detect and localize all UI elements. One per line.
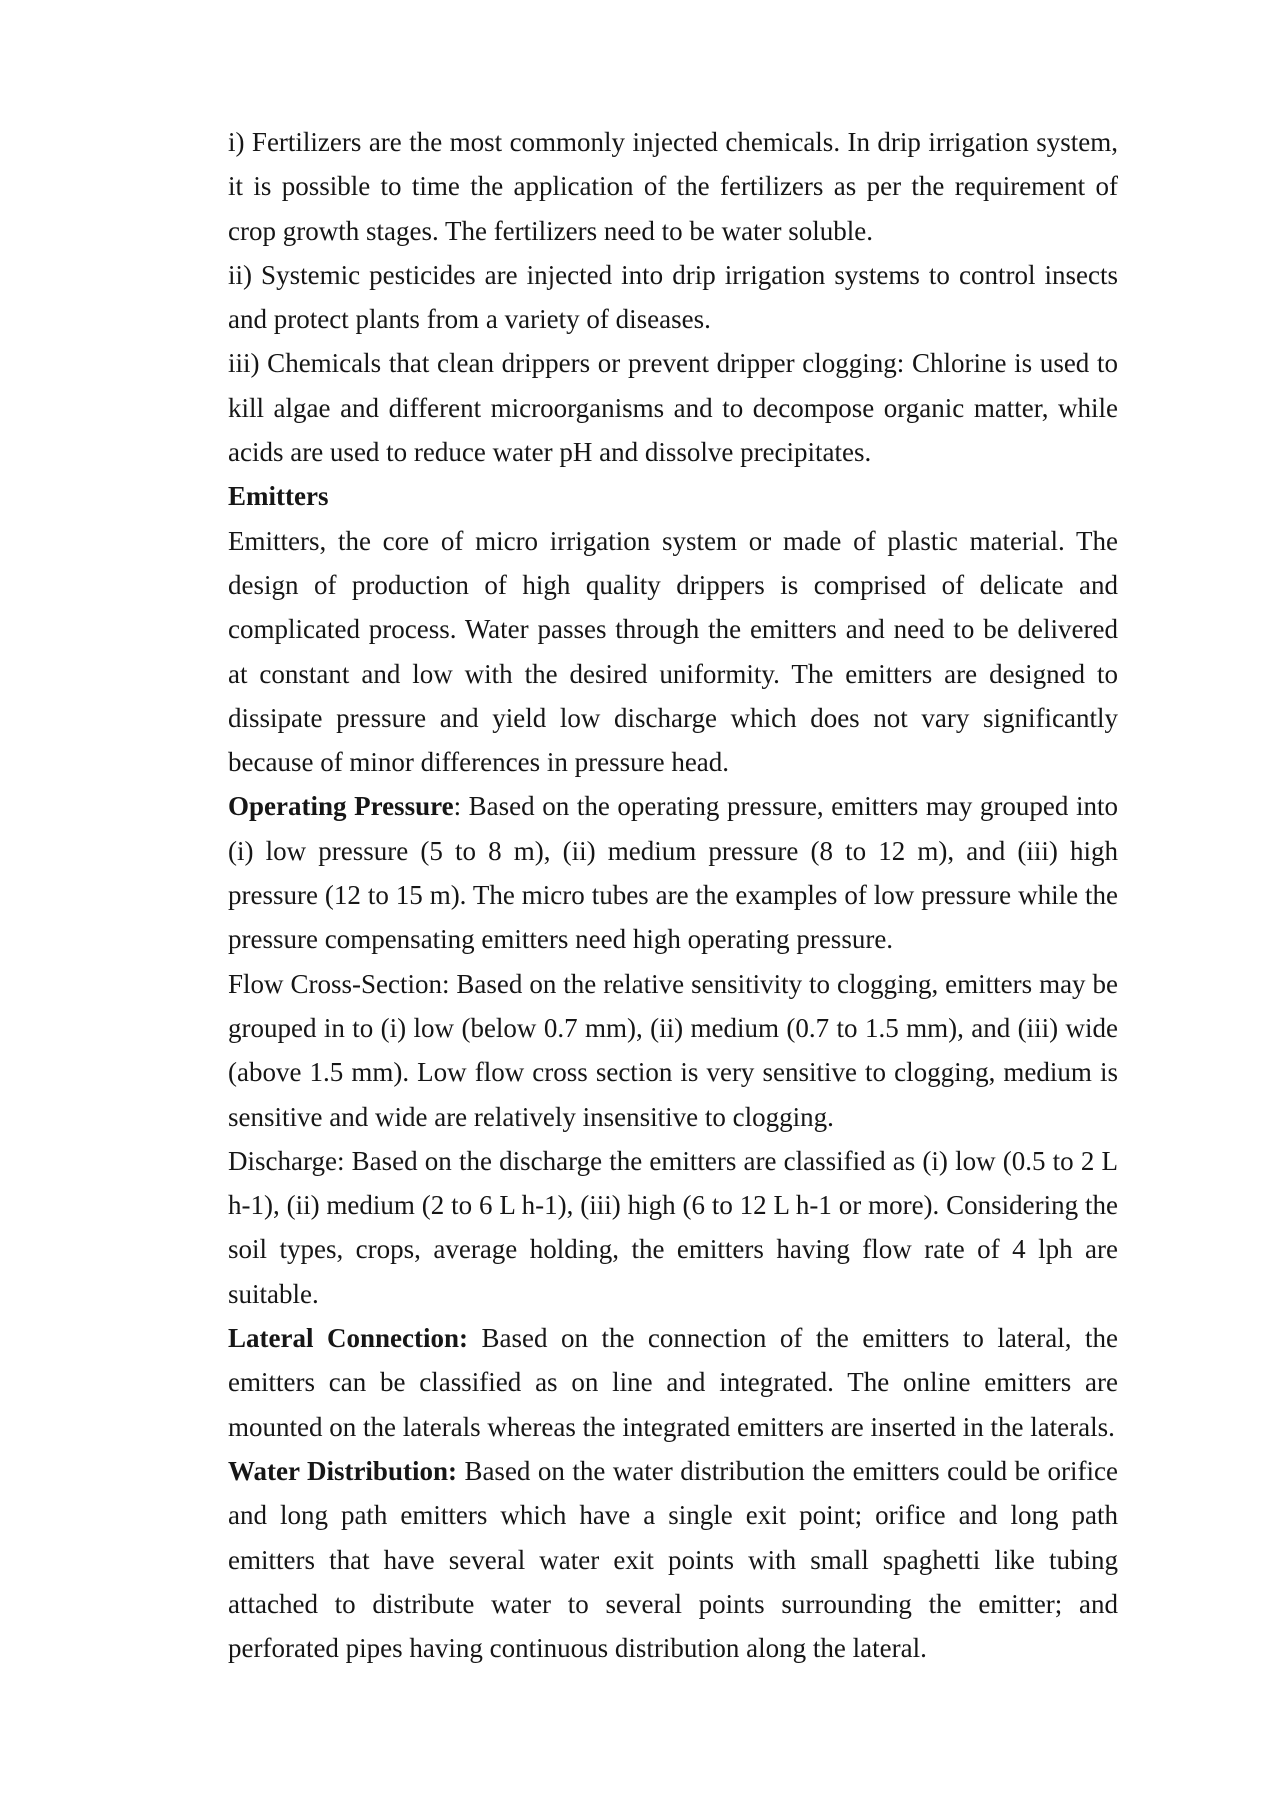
document-text-block	[228, 120, 1118, 1670]
paragraph-pesticides-text: ii) Systemic pesticides are injected into drip irrigation systems to control insects and protect plants from a variety of diseases.	[228, 259, 1118, 335]
paragraph-water-distribution	[228, 1449, 1118, 1670]
paragraph-operating-pressure-text: : Based on the operating pressure, emitters may grouped into (i) low pressure (5 to 8 m), (ii) medium pressure (8 to 12 m), and (iii) high pressure (12 to 15 m). The micro tubes are the examples of low pressure while the pressure compensating emitters need high operating pressure.	[228, 791, 1118, 955]
paragraph-flow-cross-section-text: Flow Cross-Section: Based on the relative sensitivity to clogging, emitters may be grouped in to (i) low (below 0.7 mm), (ii) medium (0.7 to 1.5 mm), and (iii) wide (above 1.5 mm). Low flow cross section is very sensitive to clogging, medium is sensitive and wide are relatively insensitive to clogging.	[228, 968, 1118, 1132]
paragraph-lateral-connection-bold: Lateral Connection:	[228, 1323, 468, 1354]
paragraph-chemicals-text: iii) Chemicals that clean drippers or prevent dripper clogging: Chlorine is used to kill algae and different microorganisms and to decompose organic matter, while acids are used to reduce water pH and dissolve precipitates.	[228, 348, 1118, 468]
paragraph-flow-cross-section	[228, 962, 1118, 1139]
paragraph-lateral-connection-text: Based on the connection of the emitters to lateral, the emitters can be classified as on line and integrated. The online emitters are mounted on the laterals whereas the integrated emitters are inserted in the laterals.	[228, 1323, 1118, 1442]
paragraph-fertilizers	[228, 120, 1118, 253]
paragraph-operating-pressure-bold: Operating Pressure	[228, 791, 454, 822]
paragraph-lateral-connection	[228, 1316, 1118, 1449]
paragraph-operating-pressure	[228, 784, 1118, 961]
paragraph-fertilizers-text: i) Fertilizers are the most commonly injected chemicals. In drip irrigation system, it is possible to time the application of the fertilizers as per the requirement of crop growth stages. The fertilizers need to be water soluble.	[228, 127, 1118, 246]
paragraph-water-distribution-text: Based on the water distribution the emitters could be orifice and long path emitters which have a single exit point; orifice and long path emitters that have several water exit points with small spaghetti like tubing attached to distribute water to several points surrounding the emitter; and perforated pipes having continuous distribution along the lateral.	[228, 1455, 1118, 1664]
heading-emitters	[228, 474, 1118, 518]
paragraph-emitters-intro	[228, 519, 1118, 785]
paragraph-chemicals	[228, 341, 1118, 474]
paragraph-discharge	[228, 1139, 1118, 1316]
heading-emitters-bold: Emitters	[228, 481, 329, 512]
paragraph-emitters-intro-text: Emitters, the core of micro irrigation system or made of plastic material. The design of production of high quality drippers is comprised of delicate and complicated process. Water passes through the emitters and need to be delivered at constant and low with the desired uniformity. The emitters are designed to dissipate pressure and yield low discharge which does not vary significantly because of minor differences in pressure head.	[228, 525, 1118, 778]
paragraph-pesticides	[228, 253, 1118, 342]
paragraph-water-distribution-bold: Water Distribution:	[228, 1455, 457, 1486]
paragraph-discharge-text: Discharge: Based on the discharge the emitters are classified as (i) low (0.5 to 2 L h-1), (ii) medium (2 to 6 L h-1), (iii) high (6 to 12 L h-1 or more). Considering the soil types, crops, average holding, the emitters having flow rate of 4 lph are suitable.	[228, 1145, 1118, 1309]
